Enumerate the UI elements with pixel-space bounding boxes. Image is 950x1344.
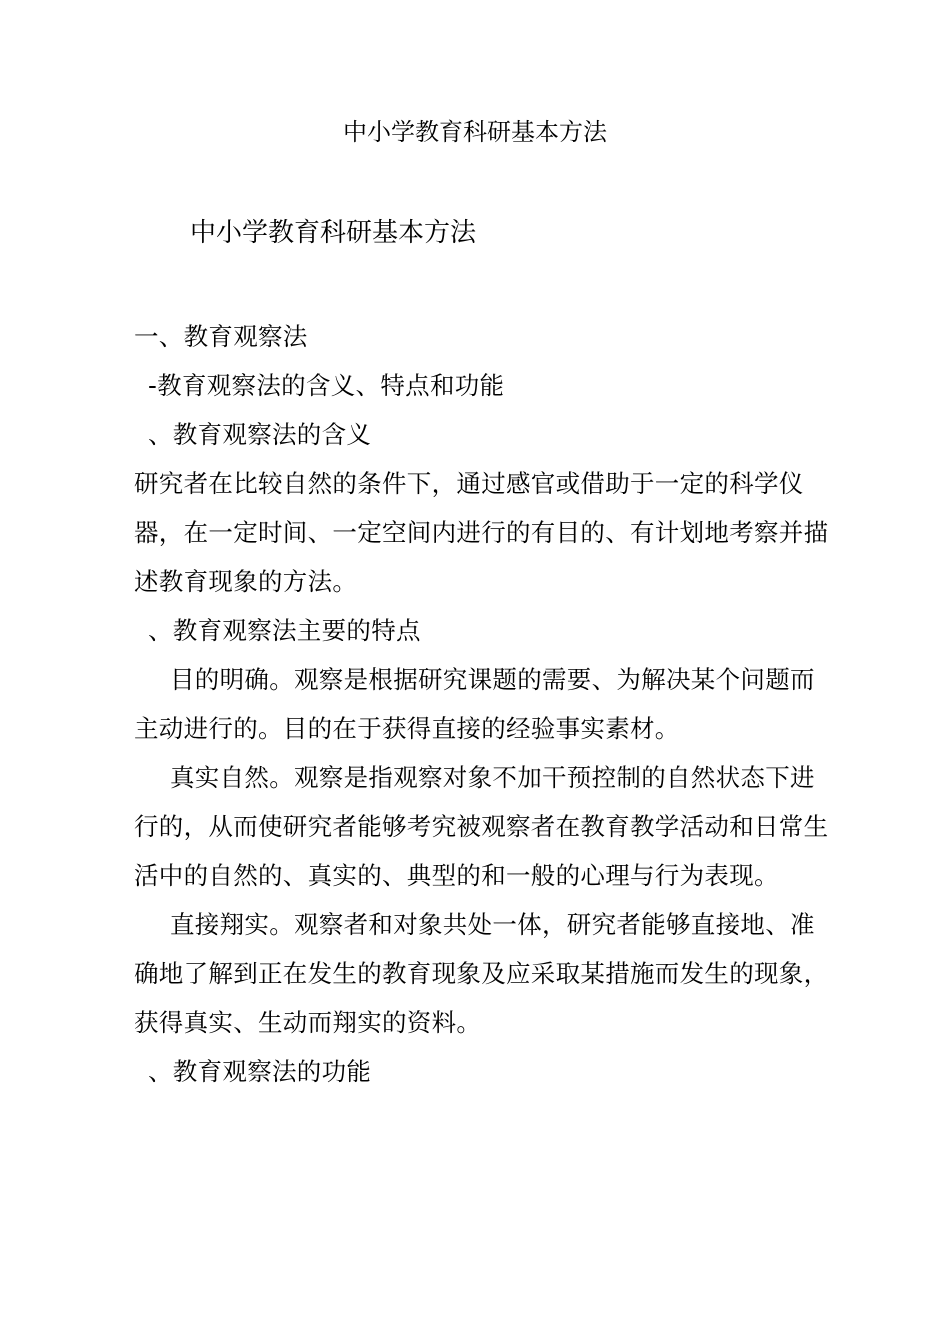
- section-heading: 一、教育观察法: [134, 322, 308, 351]
- document-subtitle: 中小学教育科研基本方法: [190, 218, 477, 248]
- topic-heading: 、教育观察法的含义: [148, 420, 372, 449]
- topic-heading: 、教育观察法的功能: [148, 1057, 372, 1086]
- paragraph: 研究者在比较自然的条件下，通过感官或借助于一定的科学仪器，在一定时间、一定空间内进行的有目的、有计划地考察并描述教育现象的方法。: [134, 469, 829, 596]
- subsection-heading: -教育观察法的含义、特点和功能: [148, 371, 505, 400]
- document-title: 中小学教育科研基本方法: [343, 118, 607, 146]
- paragraph: 真实自然。观察是指观察对象不加干预控制的自然状态下进行的，从而使研究者能够考究被观察者在教育教学活动和日常生活中的自然的、真实的、典型的和一般的心理与行为表现。: [134, 763, 829, 890]
- topic-heading: 、教育观察法主要的特点: [148, 616, 421, 645]
- paragraph: 直接翔实。观察者和对象共处一体，研究者能够直接地、准确地了解到正在发生的教育现象及应采取某措施而发生的现象，获得真实、生动而翔实的资料。: [134, 910, 829, 1037]
- document-body: [134, 312, 834, 1096]
- paragraph: 目的明确。观察是根据研究课题的需要、为解决某个问题而主动进行的。目的在于获得直接的经验事实素材。: [134, 665, 815, 743]
